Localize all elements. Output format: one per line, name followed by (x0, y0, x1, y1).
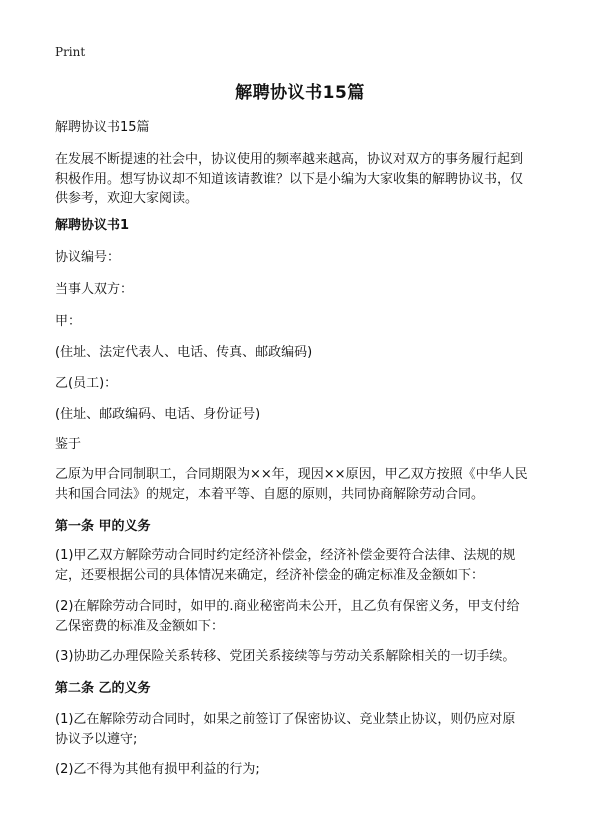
article-item (55, 760, 555, 780)
document-subtitle: 解聘协议书15篇 (55, 120, 150, 135)
parties-label: 当事人双方： (55, 282, 134, 297)
whereas-line: 乙原为甲合同制职工，合同期限为××年，现因××原因，甲乙双方按照《中华人民 (55, 467, 528, 482)
article-item-line: (3)协助乙办理保险关系转移、党团关系接续等与劳动关系解除相关的一切手续。 (55, 649, 516, 664)
article-item (55, 546, 555, 585)
article-item-line: (1)甲乙双方解除劳动合同时约定经济补偿金，经济补偿金要符合法律、法规的规 (55, 548, 516, 563)
party-b-label: 乙(员工)： (55, 376, 118, 391)
article-item (55, 647, 555, 667)
print-link[interactable]: Print (55, 45, 86, 59)
party-b-info: (住址、邮政编码、电话、身份证号) (55, 407, 261, 422)
party-a-info: (住址、法定代表人、电话、传真、邮政编码) (55, 345, 313, 360)
whereas-line: 共和国合同法》的规定，本着平等、自愿的原则，共同协商解除劳动合同。 (55, 486, 485, 502)
intro-line: 在发展不断提速的社会中，协议使用的频率越来越高，协议对双方的事务履行起到 (55, 152, 524, 167)
article-item (55, 710, 555, 749)
section-heading: 解聘协议书1 (55, 218, 130, 233)
article-item-line: (2)在解除劳动合同时，如甲的.商业秘密尚未公开，且乙负有保密义务，甲支付给 (55, 599, 520, 614)
article-item-line: (2)乙不得为其他有损甲利益的行为; (55, 762, 260, 777)
whereas-label: 鉴于 (55, 437, 82, 452)
intro-line: 积极作用。想写协议却不知道该请教谁？以下是小编为大家收集的解聘协议书，仅 (55, 171, 524, 187)
intro-line: 供参考，欢迎大家阅读。 (55, 191, 199, 206)
party-a-label: 甲： (55, 314, 82, 329)
article-heading: 第二条 乙的义务 (55, 681, 151, 696)
agreement-number-label: 协议编号： (55, 250, 121, 265)
document-title: 解聘协议书15篇 (235, 83, 365, 103)
whereas-paragraph (55, 465, 555, 504)
article-item-line: 定，还要根据公司的具体情况来确定，经济补偿金的确定标准及金额如下： (55, 567, 485, 583)
article-heading: 第一条 甲的义务 (55, 519, 151, 534)
intro-paragraph (55, 150, 555, 209)
article-item-line: 协议予以遵守; (55, 731, 138, 747)
article-item-line: 乙保密费的标准及金额如下： (55, 618, 225, 634)
article-item-line: (1)乙在解除劳动合同时，如果之前签订了保密协议、竞业禁止协议，则仍应对原 (55, 712, 516, 727)
article-item (55, 597, 555, 636)
